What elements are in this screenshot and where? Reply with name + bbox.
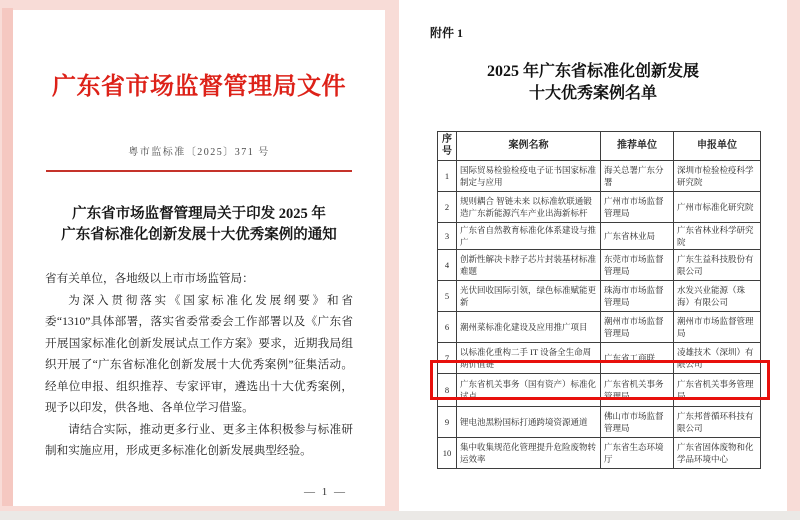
cell-case-name: 潮州菜标准化建设及应用推广项目 [457, 312, 601, 343]
header-no: 序号 [438, 132, 457, 161]
header-case-name: 案例名称 [457, 132, 601, 161]
table-row [438, 438, 761, 469]
table-row [438, 343, 761, 374]
cell-case-name: 规则耦合 智链未来 以标准软联通锻造广东新能源汽车产业出海新标杆 [457, 192, 601, 223]
attachment-title-line2: 十大优秀案例名单 [528, 85, 657, 102]
cell-applicant: 广东生益科技股份有限公司 [674, 250, 761, 281]
cell-applicant: 广东省机关事务管理局 [674, 374, 761, 407]
attachment-title [399, 61, 787, 105]
cell-case-name: 锂电池黑粉国标打通跨境资源通道 [457, 407, 601, 438]
cell-no: 3 [438, 223, 457, 250]
agency-document-title: 广东省市场监督管理局文件 [52, 74, 346, 100]
cell-no: 7 [438, 343, 457, 374]
table-row [438, 281, 761, 312]
table-row [438, 250, 761, 281]
cell-no: 1 [438, 161, 457, 192]
notice-heading-line1: 广东省市场监督管理局关于印发 2025 年 [72, 206, 326, 222]
attachment-label: 附件 1 [430, 26, 464, 40]
cell-applicant: 凌雄技术（深圳）有限公司 [674, 343, 761, 374]
salutation: 省有关单位，各地级以上市市场监管局： [45, 272, 254, 285]
cell-applicant: 广东省林业科学研究院 [674, 223, 761, 250]
cell-recommender: 广东省工商联 [601, 343, 674, 374]
cell-no: 9 [438, 407, 457, 438]
cell-case-name: 光伏回收国际引领，绿色标准赋能更新 [457, 281, 601, 312]
cell-applicant: 广东省固体废物和化学品环境中心 [674, 438, 761, 469]
page-number: — 1 — [304, 485, 347, 498]
table-row [438, 161, 761, 192]
cell-recommender: 广东省林业局 [601, 223, 674, 250]
notice-body [45, 268, 353, 462]
cell-no: 4 [438, 250, 457, 281]
cell-recommender: 珠海市市场监督管理局 [601, 281, 674, 312]
cell-case-name: 以标准化重构二手 IT 设备全生命周期价值链 [457, 343, 601, 374]
cell-recommender: 广东省机关事务管理局 [601, 374, 674, 407]
cell-recommender: 佛山市市场监督管理局 [601, 407, 674, 438]
cell-applicant: 深圳市检验检疫科学研究院 [674, 161, 761, 192]
scan-bottom-edge [0, 511, 800, 520]
cell-applicant: 潮州市市场监督管理局 [674, 312, 761, 343]
table-row [438, 192, 761, 223]
body-paragraph-1: 为深入贯彻落实《国家标准化发展纲要》和省委“1310”具体部署，落实省委常委会工作部署以及《广东省开展国家标准化创新发展试点工作方案》要求，近期我局组织开展了“广东省标准化创新发展十大优秀案例”征集活动。经单位申报、组织推荐、专家评审，遴选出十大优秀案例，现予以印发，供各地、各单位学习借鉴。 [45, 293, 353, 414]
header-applicant: 申报单位 [674, 132, 761, 161]
cell-recommender: 广州市市场监督管理局 [601, 192, 674, 223]
cell-no: 5 [438, 281, 457, 312]
table-row [438, 223, 761, 250]
attachment-title-line1: 2025 年广东省标准化创新发展 [486, 63, 699, 80]
cell-case-name: 集中收集规范化管理提升危险废物转运效率 [457, 438, 601, 469]
header-recommender: 推荐单位 [601, 132, 674, 161]
notice-heading-line2: 广东省标准化创新发展十大优秀案例的通知 [61, 227, 337, 243]
cell-recommender: 潮州市市场监督管理局 [601, 312, 674, 343]
notice-heading [45, 204, 353, 246]
cell-recommender: 东莞市市场监督管理局 [601, 250, 674, 281]
attachment-page [399, 0, 787, 511]
cell-no: 8 [438, 374, 457, 407]
cell-no: 2 [438, 192, 457, 223]
cell-recommender: 广东省生态环境厅 [601, 438, 674, 469]
table-row [438, 407, 761, 438]
cell-applicant: 水发兴业能源（珠海）有限公司 [674, 281, 761, 312]
cell-case-name: 创新性解决卡脖子芯片封装基材标准难题 [457, 250, 601, 281]
cell-no: 6 [438, 312, 457, 343]
table-row-highlighted [438, 374, 761, 407]
document-reference-number: 粤市监标准〔2025〕371 号 [128, 147, 270, 158]
cell-applicant: 广州市标准化研究院 [674, 192, 761, 223]
cases-table [437, 131, 761, 469]
page-stack-edge [2, 8, 13, 506]
table-row [438, 312, 761, 343]
body-paragraph-2: 请结合实际，推动更多行业、更多主体积极参与标准研制和实施应用，形成更多标准化创新发展典型经验。 [45, 422, 353, 457]
notice-document-page [13, 10, 385, 506]
cell-case-name: 广东省自然教育标准化体系建设与推广 [457, 223, 601, 250]
cell-case-name: 广东省机关事务（国有资产）标准化试点 [457, 374, 601, 407]
red-divider-line [46, 170, 352, 172]
cell-recommender: 海关总署广东分署 [601, 161, 674, 192]
cell-no: 10 [438, 438, 457, 469]
cell-case-name: 国际贸易检验检疫电子证书国家标准制定与应用 [457, 161, 601, 192]
table-header-row [438, 132, 761, 161]
cell-applicant: 广东邦普循环科技有限公司 [674, 407, 761, 438]
